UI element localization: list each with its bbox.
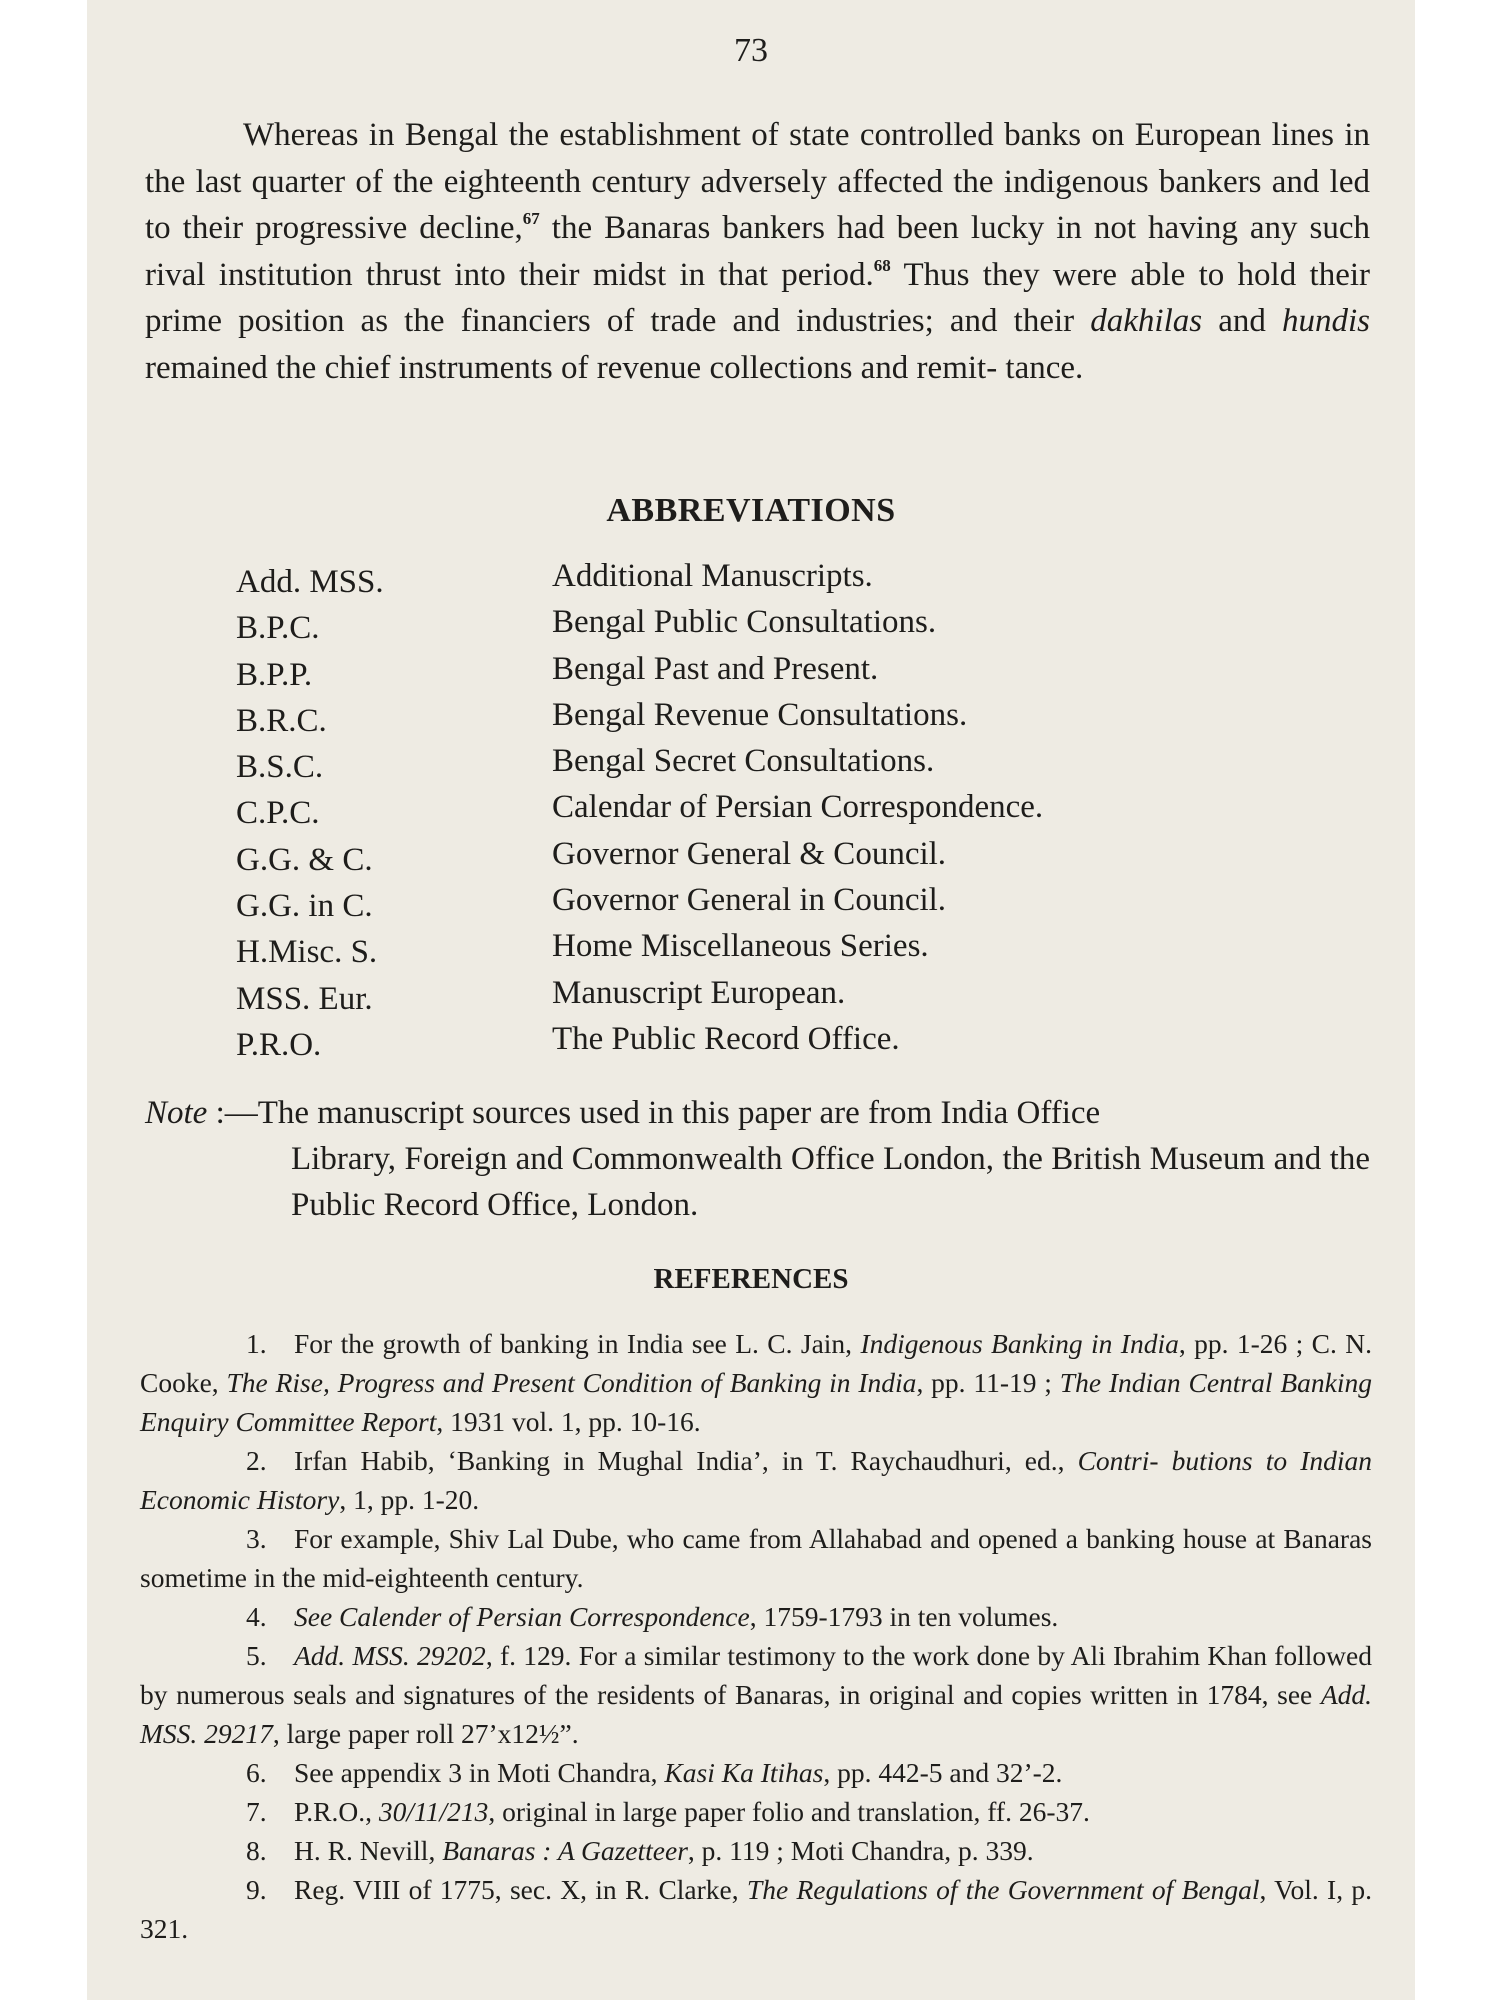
- reference-number: 5.: [246, 1640, 267, 1671]
- reference-text: , pp. 1-26 ; C. N. Cooke,: [140, 1328, 1372, 1398]
- reference-number: 2.: [246, 1445, 267, 1476]
- abbreviation-meaning: Bengal Public Consultations.: [552, 604, 937, 641]
- reference-number: 9.: [246, 1874, 267, 1905]
- abbreviation-meaning: Home Miscellaneous Series.: [552, 928, 929, 965]
- reference-number: 3.: [246, 1523, 267, 1554]
- reference-item: [140, 1597, 1372, 1636]
- reference-title: Banaras : A Gazetteer: [442, 1835, 688, 1866]
- abbreviation: B.P.C.: [236, 610, 320, 647]
- reference-text: , p. 119 ; Moti Chandra, p. 339.: [687, 1835, 1034, 1866]
- abbreviation: B.P.P.: [236, 656, 313, 693]
- reference-item: [140, 1831, 1372, 1870]
- abbreviation-row: [236, 789, 1236, 835]
- reference-title: See Calender of Persian Correspondence: [294, 1601, 750, 1632]
- reference-item: [140, 1753, 1372, 1792]
- book-page: [87, 0, 1415, 2000]
- references-heading: REFERENCES: [653, 1263, 849, 1295]
- abbreviation-row: [236, 743, 1236, 789]
- reference-text: , Vol. I, p. 321.: [140, 1874, 1372, 1944]
- reference-text: For the growth of banking in India see L. C. Jain,: [294, 1328, 861, 1359]
- reference-text: Reg. VIII of 1775, sec. X, in R. Clarke,: [294, 1874, 747, 1905]
- reference-number: 6.: [246, 1757, 267, 1788]
- reference-text: For example, Shiv Lal Dube, who came from Allahabad and opened a banking house at Banaras sometime in the mid-eighteenth century.: [140, 1523, 1372, 1593]
- reference-title: 30/11/213: [378, 1796, 489, 1827]
- abbreviation-meaning: Bengal Past and Present.: [552, 650, 879, 687]
- reference-title: The Rise, Progress and Present Condition of Banking in India: [226, 1367, 917, 1398]
- abbreviation-meaning: Additional Manuscripts.: [552, 558, 873, 594]
- abbreviation: G.G. & C.: [236, 841, 373, 878]
- reference-title: Add. MSS. 29202: [294, 1640, 486, 1671]
- note-block: [145, 1090, 1370, 1228]
- note-continuation: Library, Foreign and Commonwealth Office London, the British Museum and the Public Record Office, London.: [291, 1141, 1370, 1223]
- reference-item: [140, 1519, 1372, 1597]
- para-text: Whereas in Bengal the establishment of state controlled banks on European lines in the last quarter of the eighteenth century adversely affected the indigenous bankers and led to their progressive decline,: [145, 117, 1370, 246]
- reference-number: 8.: [246, 1835, 267, 1866]
- body-paragraph: [145, 112, 1370, 391]
- reference-number: 1.: [246, 1328, 267, 1359]
- footnote-ref: 67: [522, 209, 540, 228]
- reference-text: Irfan Habib, ‘Banking in Mughal India’, in T. Raychaudhuri, ed.,: [294, 1445, 1078, 1476]
- reference-text: See appendix 3 in Moti Chandra,: [294, 1757, 665, 1788]
- note-separator: :—: [207, 1095, 258, 1131]
- abbreviation-row: [236, 697, 1236, 743]
- reference-item: [140, 1870, 1372, 1948]
- abbreviation-meaning: Bengal Revenue Consultations.: [552, 696, 968, 733]
- abbreviation: G.G. in C.: [236, 888, 373, 925]
- abbreviation-meaning: The Public Record Office.: [552, 1020, 900, 1057]
- abbreviation: MSS. Eur.: [236, 980, 373, 1017]
- para-text: remained the chief instruments of revenue collections and remit- tance.: [145, 349, 1084, 386]
- abbreviations-list: [236, 558, 1236, 1067]
- reference-title: Indigenous Banking in India: [860, 1328, 1179, 1359]
- abbreviation-row: [236, 928, 1236, 974]
- reference-title: Kasi Ka Itihas: [664, 1757, 824, 1788]
- para-italic: hundis: [1281, 303, 1370, 339]
- note-label: Note: [145, 1095, 208, 1131]
- references-list: [140, 1324, 1372, 1948]
- note-first-line: [145, 1090, 1370, 1136]
- reference-text: , large paper roll 27’x12½”.: [272, 1718, 579, 1749]
- reference-text: , 1, pp. 1-20.: [339, 1484, 480, 1515]
- para-text: the Banaras bankers had been lucky in not having any such rival institution thrust into their midst in that period.: [145, 210, 1370, 293]
- abbreviation: P.R.O.: [236, 1026, 322, 1063]
- para-text: and: [1202, 303, 1282, 339]
- reference-title: Contri- butions to Indian Economic History: [140, 1445, 1372, 1515]
- abbreviation-row: [236, 975, 1236, 1021]
- abbreviation-row: [236, 1021, 1236, 1067]
- abbreviation-row: [236, 651, 1236, 697]
- reference-title: The Indian Central Banking Enquiry Committee Report: [140, 1367, 1372, 1437]
- reference-number: 4.: [246, 1601, 267, 1632]
- reference-text: , 1931 vol. 1, pp. 10-16.: [436, 1406, 701, 1437]
- abbreviation-meaning: Bengal Secret Consultations.: [552, 743, 935, 780]
- reference-item: [140, 1441, 1372, 1519]
- reference-item: [140, 1636, 1372, 1753]
- reference-text: H. R. Nevill,: [294, 1835, 443, 1866]
- note-text: The manuscript sources used in this paper are from India Office: [257, 1095, 1101, 1131]
- reference-text: , original in large paper folio and translation, ff. 26-37.: [488, 1796, 1090, 1827]
- para-text: Thus they were able to hold their prime position as the financiers of trade and industries; and their: [145, 256, 1371, 339]
- reference-text: , 1759-1793 in ten volumes.: [749, 1601, 1059, 1632]
- para-italic: dakhilas: [1090, 303, 1203, 339]
- reference-text: P.R.O.,: [294, 1796, 379, 1827]
- reference-item: [140, 1792, 1372, 1831]
- abbreviation-row: [236, 836, 1236, 882]
- abbreviation-meaning: Manuscript European.: [552, 974, 846, 1011]
- abbreviation-row: [236, 558, 1236, 604]
- reference-text: , f. 129. For a similar testimony to the work done by Ali Ibrahim Khan followed by numerous seals and signatures of the residents of Banaras, in original and copies written in 1784, see: [140, 1640, 1372, 1710]
- footnote-ref: 68: [873, 255, 891, 275]
- reference-title: The Regulations of the Government of Bengal: [746, 1874, 1260, 1905]
- abbreviation: H.Misc. S.: [236, 934, 378, 971]
- reference-text: , pp. 442-5 and 32’-2.: [823, 1757, 1063, 1788]
- abbreviation: B.S.C.: [236, 749, 324, 786]
- reference-text: , pp. 11-19 ;: [916, 1367, 1060, 1398]
- page-number: 73: [734, 32, 768, 69]
- abbreviation-meaning: Calendar of Persian Correspondence.: [552, 789, 1044, 826]
- reference-item: [140, 1324, 1372, 1441]
- abbreviation: Add. MSS.: [236, 564, 384, 600]
- abbreviation-meaning: Governor General in Council.: [552, 882, 947, 919]
- abbreviation: C.P.C.: [236, 795, 320, 832]
- reference-number: 7.: [246, 1796, 267, 1827]
- abbreviation-row: [236, 882, 1236, 928]
- abbreviations-heading: ABBREVIATIONS: [606, 492, 896, 529]
- abbreviation: B.R.C.: [236, 702, 327, 739]
- abbreviation-meaning: Governor General & Council.: [552, 835, 947, 872]
- abbreviation-row: [236, 604, 1236, 650]
- reference-title: Add. MSS. 29217: [140, 1679, 1372, 1749]
